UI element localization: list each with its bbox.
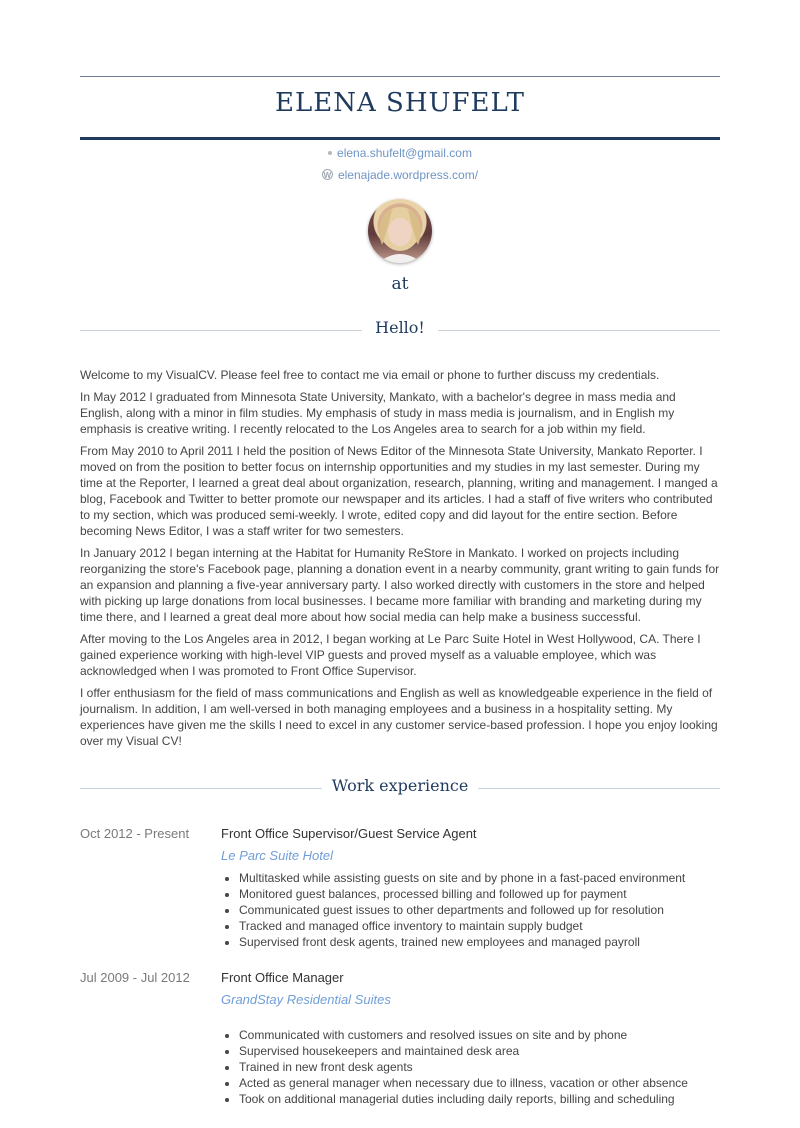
summary-paragraph: After moving to the Los Angeles area in 2012, I began working at Le Parc Suite Hotel in West Hollywood, CA. There I gained experience working with high-level VIP guests and proved myself as a valuable employee, which was acknowledged when I was promoted to Front Office Supervisor. (80, 632, 701, 678)
website-link[interactable]: elenajade.wordpress.com/ (337, 168, 479, 182)
candidate-name: ELENA SHUFELT (275, 88, 525, 118)
list-item: • Communicated with customers and resolved issues on site and by phone (239, 1027, 719, 1043)
summary-paragraph: In May 2012 I graduated from Minnesota State University, Mankato, with a bachelor's degree in mass media and English, along with a minor in film studies. My emphasis of study in mass media is journalism, and in English my emphasis is creative writing. I recently relocated to the Los Angeles area to search for a job within my field. (80, 390, 676, 436)
summary-section-title: Hello! (375, 318, 425, 337)
work-section-header (80, 776, 720, 800)
job-company[interactable]: Le Parc Suite Hotel (221, 848, 334, 863)
job-bullets (221, 870, 719, 950)
dot-icon (328, 151, 332, 155)
avatar (368, 199, 432, 263)
name-rule (80, 137, 720, 140)
contact-website-row[interactable] (80, 168, 720, 182)
job-role: Front Office Supervisor/Guest Service Agent (221, 826, 477, 841)
summary-section-header (80, 318, 720, 342)
job-date: Jul 2009 - Jul 2012 (80, 970, 190, 985)
job-role: Front Office Manager (221, 970, 344, 985)
wordpress-icon: W (323, 171, 332, 181)
summary-text (80, 367, 720, 755)
work-section-title: Work experience (331, 776, 469, 795)
list-item: • Supervised front desk agents, trained new employees and managed payroll (239, 934, 719, 950)
list-item: • Acted as general manager when necessary due to illness, vacation or other absence (239, 1075, 719, 1091)
position-line: at (391, 274, 409, 294)
list-item: • Trained in new front desk agents (239, 1059, 719, 1075)
summary-paragraph: Welcome to my VisualCV. Please feel free to contact me via email or phone to further discuss my credentials. (80, 368, 660, 382)
job-bullets (221, 1027, 719, 1107)
contact-email-row[interactable] (80, 146, 720, 160)
summary-paragraph: In January 2012 I began interning at the Habitat for Humanity ReStore in Mankato. I worked on projects including reorganizing the store's Facebook page, planning a donation event in a nearby community, grant writing to gain funds for an expansion and planning a five-year anniversary party. I also worked directly with customers in the store and helped with picking up large donations from local businesses. I became more familiar with branding and marketing during my time there, and I learned a great deal more about how social media can help make a business successful. (80, 546, 720, 624)
top-rule (80, 76, 720, 77)
list-item: • Monitored guest balances, processed billing and followed up for payment (239, 886, 719, 902)
email-link[interactable]: elena.shufelt@gmail.com (337, 146, 472, 160)
list-item: • Tracked and managed office inventory to maintain supply budget (239, 918, 719, 934)
list-item: • Multitasked while assisting guests on site and by phone in a fast-paced environment (239, 870, 719, 886)
job-company[interactable]: GrandStay Residential Suites (221, 992, 391, 1007)
summary-paragraph: From May 2010 to April 2011 I held the position of News Editor of the Minnesota State University, Mankato Reporter. I moved on from the position to better focus on internship opportunities and my studies in my last semester. During my time at the Reporter, I learned a great deal about organization, research, planning, writing and management. I manged a blog, Facebook and Twitter to better promote our newspaper and its articles. I had a staff of five writers who contributed to my section, which was produced semi-weekly. I wrote, edited copy and did layout for the entire section. Before becoming News Editor, I was a staff writer for two semesters. (80, 444, 718, 538)
list-item: • Communicated guest issues to other departments and followed up for resolution (239, 902, 719, 918)
list-item: • Took on additional managerial duties including daily reports, billing and scheduling (239, 1091, 719, 1107)
job-date: Oct 2012 - Present (80, 826, 190, 841)
summary-paragraph: I offer enthusiasm for the field of mass communications and English as well as knowledgeable experience in the field of journalism. In addition, I am well-versed in both managing employees and a business in a hospitality setting. My experiences have given me the skills I need to excel in any customer service-based profession. I hope you enjoy looking over my Visual CV! (80, 686, 718, 748)
list-item: • Supervised housekeepers and maintained desk area (239, 1043, 719, 1059)
